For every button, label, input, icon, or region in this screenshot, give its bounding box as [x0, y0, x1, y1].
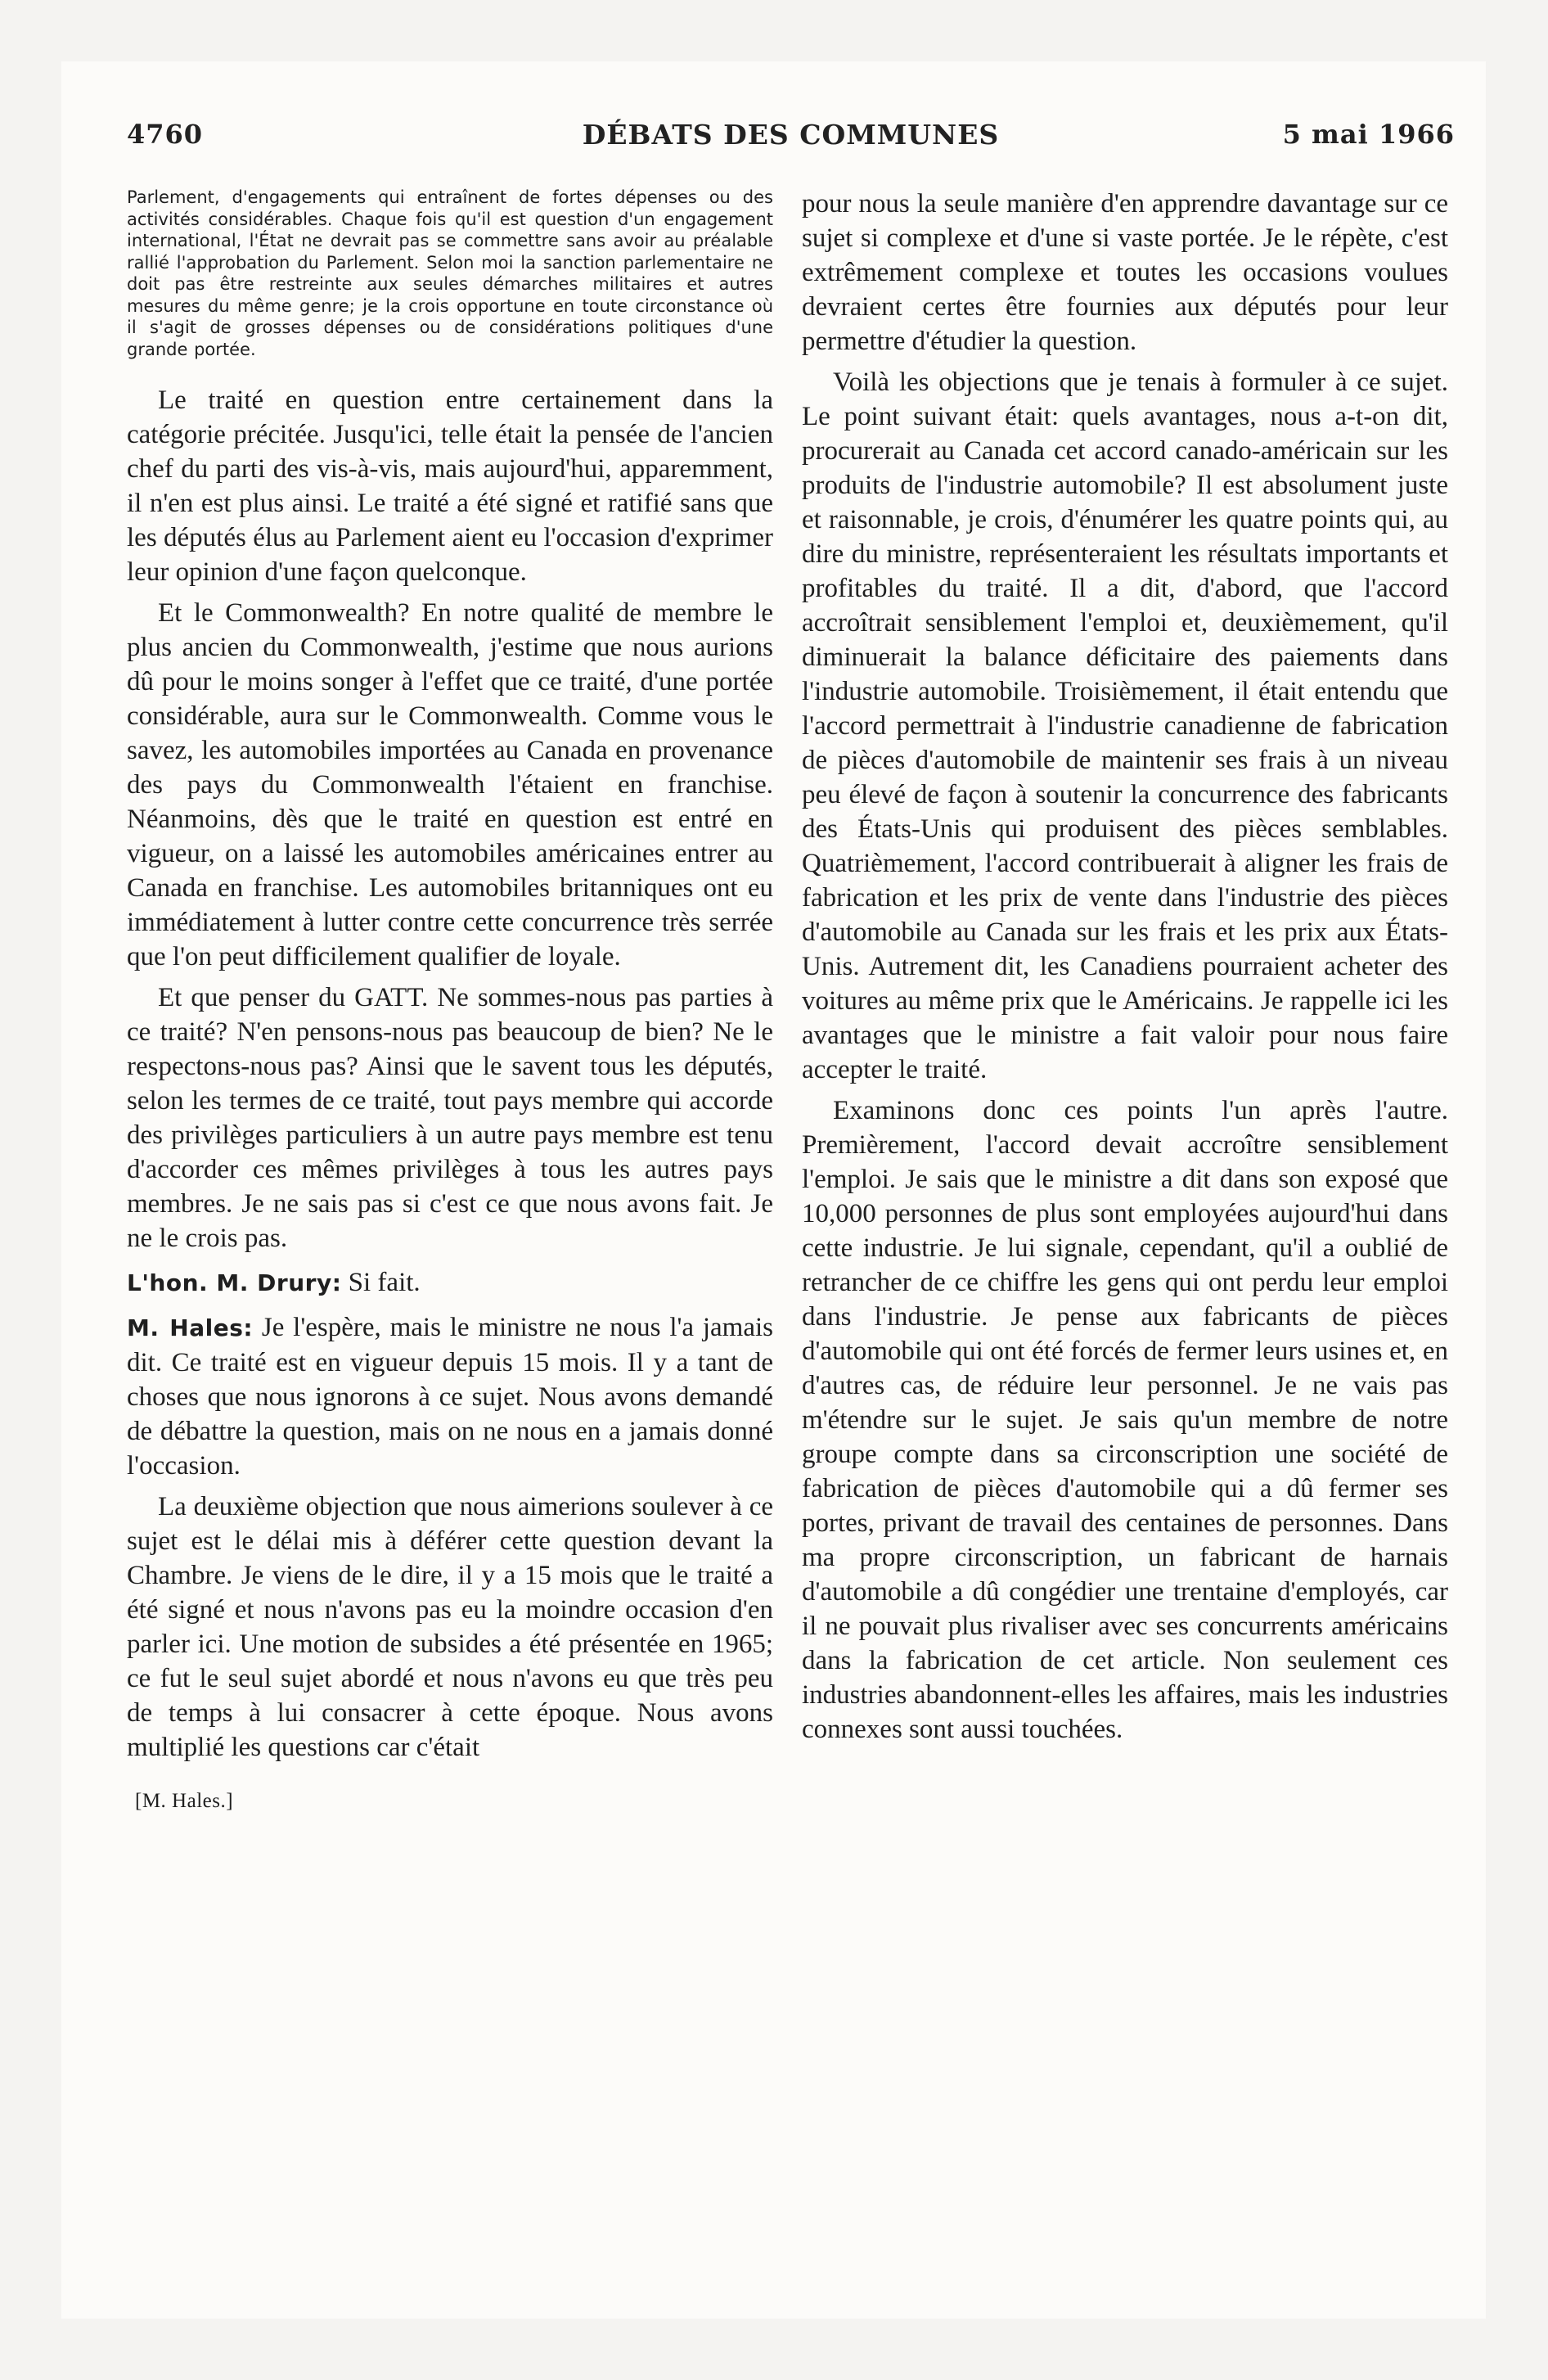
speech-drury	[127, 1265, 773, 1300]
paragraph: La deuxième objection que nous aimerions soulever à ce sujet est le délai mis à déférer cette question devant la Chambre. Je viens de le dire, il y a 15 mois que le traité a été signé et nous n'avons pas eu la moindre occasion d'en parler ici. Une motion de subsides a été présentée en 1965; ce fut le seul sujet abordé et nous n'avons eu que très peu de temps à lui consacrer à cette époque. Nous avons multiplié les questions car c'était	[127, 1492, 773, 1762]
paragraph: Le traité en question entre certainement dans la catégorie précitée. Jusqu'ici, telle était la pensée de l'ancien chef du parti des vis-à-vis, mais aujourd'hui, apparemment, il n'en est plus ainsi. Le traité a été signé et ratifié sans que les députés élus au Parlement aient eu l'occasion d'exprimer leur opinion d'une façon quelconque.	[127, 385, 773, 587]
paragraph: Voilà les objections que je tenais à formuler à ce sujet. Le point suivant était: quels avantages, nous a-t-on dit, procurerait au Canada cet accord canado-américain sur les produits de l'industrie automobile? Il est absolument juste et raisonnable, je crois, d'énumérer les quatre points qui, au dire du ministre, représenteraient les résultats importants et profitables du traité. Il a dit, d'abord, que l'accord accroîtrait sensiblement l'emploi et, deuxièmement, qu'il diminuerait la balance déficitaire des paiements dans l'industrie automobile. Troisièmement, il était entendu que l'accord permettrait à l'industrie canadienne de fabrication de pièces d'automobile de maintenir ses frais à un niveau peu élevé de façon à soutenir la concurrence des fabricants des États-Unis qui produisent des pièces semblables. Quatrièmement, l'accord contribuerait à aligner les frais de fabrication et les prix de vente dans l'industrie des pièces d'automobile au Canada sur les frais et les prix aux États-Unis. Autrement dit, les Canadiens pourraient acheter des voitures au même prix que le Américains. Je rappelle ici les avantages que le ministre a fait valoir pour nous faire accepter le traité.	[802, 367, 1448, 1084]
speech-text: Si fait.	[348, 1268, 421, 1297]
paragraph: Et le Commonwealth? En notre qualité de membre le plus ancien du Commonwealth, j'estime que nous aurions dû pour le moins songer à l'effet que ce traité, d'une portée considérable, aura sur le Commonwealth. Comme vous le savez, les automobiles importées au Canada en provenance des pays du Commonwealth l'étaient en franchise. Néanmoins, dès que le traité en question est entré en vigueur, on a laissé les automobiles américaines entrer au Canada en franchise. Les automobiles britanniques ont eu immédiatement à lutter contre cette concurrence très serrée que l'on peut difficilement qualifier de loyale.	[127, 598, 773, 971]
page-header	[127, 119, 1455, 160]
speech-hales	[127, 1310, 773, 1483]
speaker-name: L'hon. M. Drury:	[127, 1269, 342, 1296]
speaker-footnote: [M. Hales.]	[135, 1790, 234, 1812]
speaker-name: M. Hales:	[127, 1314, 254, 1341]
quoted-passage: Parlement, d'engagements qui entraînent de fortes dépenses ou des activités considérables. Chaque fois qu'il est question d'un engagement international, l'État ne devrait pas se commettre sans avoir au préalable rallié l'approbation du Parlement. Selon moi la sanction parlementaire ne doit pas être restreinte aux seules démarches militaires et autres mesures du même genre; je la crois opportune en toute circonstance où il s'agit de grosses dépenses ou de considérations politiques d'une grande portée.	[127, 187, 773, 359]
page-date: 5 mai 1966	[1282, 119, 1455, 150]
right-column	[802, 187, 1448, 1753]
paragraph: Examinons donc ces points l'un après l'autre. Premièrement, l'accord devait accroître sensiblement l'emploi. Je sais que le ministre a dit dans son exposé que 10,000 personnes de plus sont employées aujourd'hui dans cette industrie. Je lui signale, cependant, qu'il a oublié de retrancher de ce chiffre les gens qui ont perdu leur emploi dans l'industrie. Je pense aux fabricants de pièces d'automobile qui ont été forcés de fermer leurs usines et, en d'autres cas, de réduire leur personnel. Je ne vais pas m'étendre sur le sujet. Je sais qu'un membre de notre groupe compte dans sa circonscription une société de fabrication de pièces d'automobile qui a dû fermer ses portes, privant de travail des centaines de personnes. Dans ma propre circonscription, un fabricant de harnais d'automobile a dû congédier une trentaine d'employés, car il ne pouvait plus rivaliser avec ses concurrents américains dans la fabrication de cet article. Non seulement ces industries abandonnent-elles les affaires, mais les industries connexes sont aussi touchées.	[802, 1096, 1448, 1744]
page-title: DÉBATS DES COMMUNES	[582, 119, 1000, 151]
speech-text: Je l'espère, mais le ministre ne nous l'a jamais dit. Ce traité est en vigueur depuis 15 mois. Il y a tant de choses que nous ignorons à ce sujet. Nous avons demandé de débattre la question, mais on ne nous en a jamais donné l'occasion.	[127, 1313, 774, 1481]
page-number: 4760	[127, 119, 204, 150]
left-column	[127, 187, 773, 1825]
paragraph: pour nous la seule manière d'en apprendre davantage sur ce sujet si complexe et d'une si vaste portée. Je le répète, c'est extrêmement complexe et toutes les occasions voulues devraient certes être fournies aux députés pour leur permettre d'étudier la question.	[802, 189, 1448, 356]
paragraph: Et que penser du GATT. Ne sommes-nous pas parties à ce traité? N'en pensons-nous pas beaucoup de bien? Ne le respectons-nous pas? Ainsi que le savent tous les députés, selon les termes de ce traité, tout pays membre qui accorde des privilèges particuliers à un autre pays membre est tenu d'accorder ces mêmes privilèges à tous les autres pays membres. Je ne sais pas si c'est ce que nous avons fait. Je ne le crois pas.	[127, 983, 773, 1253]
